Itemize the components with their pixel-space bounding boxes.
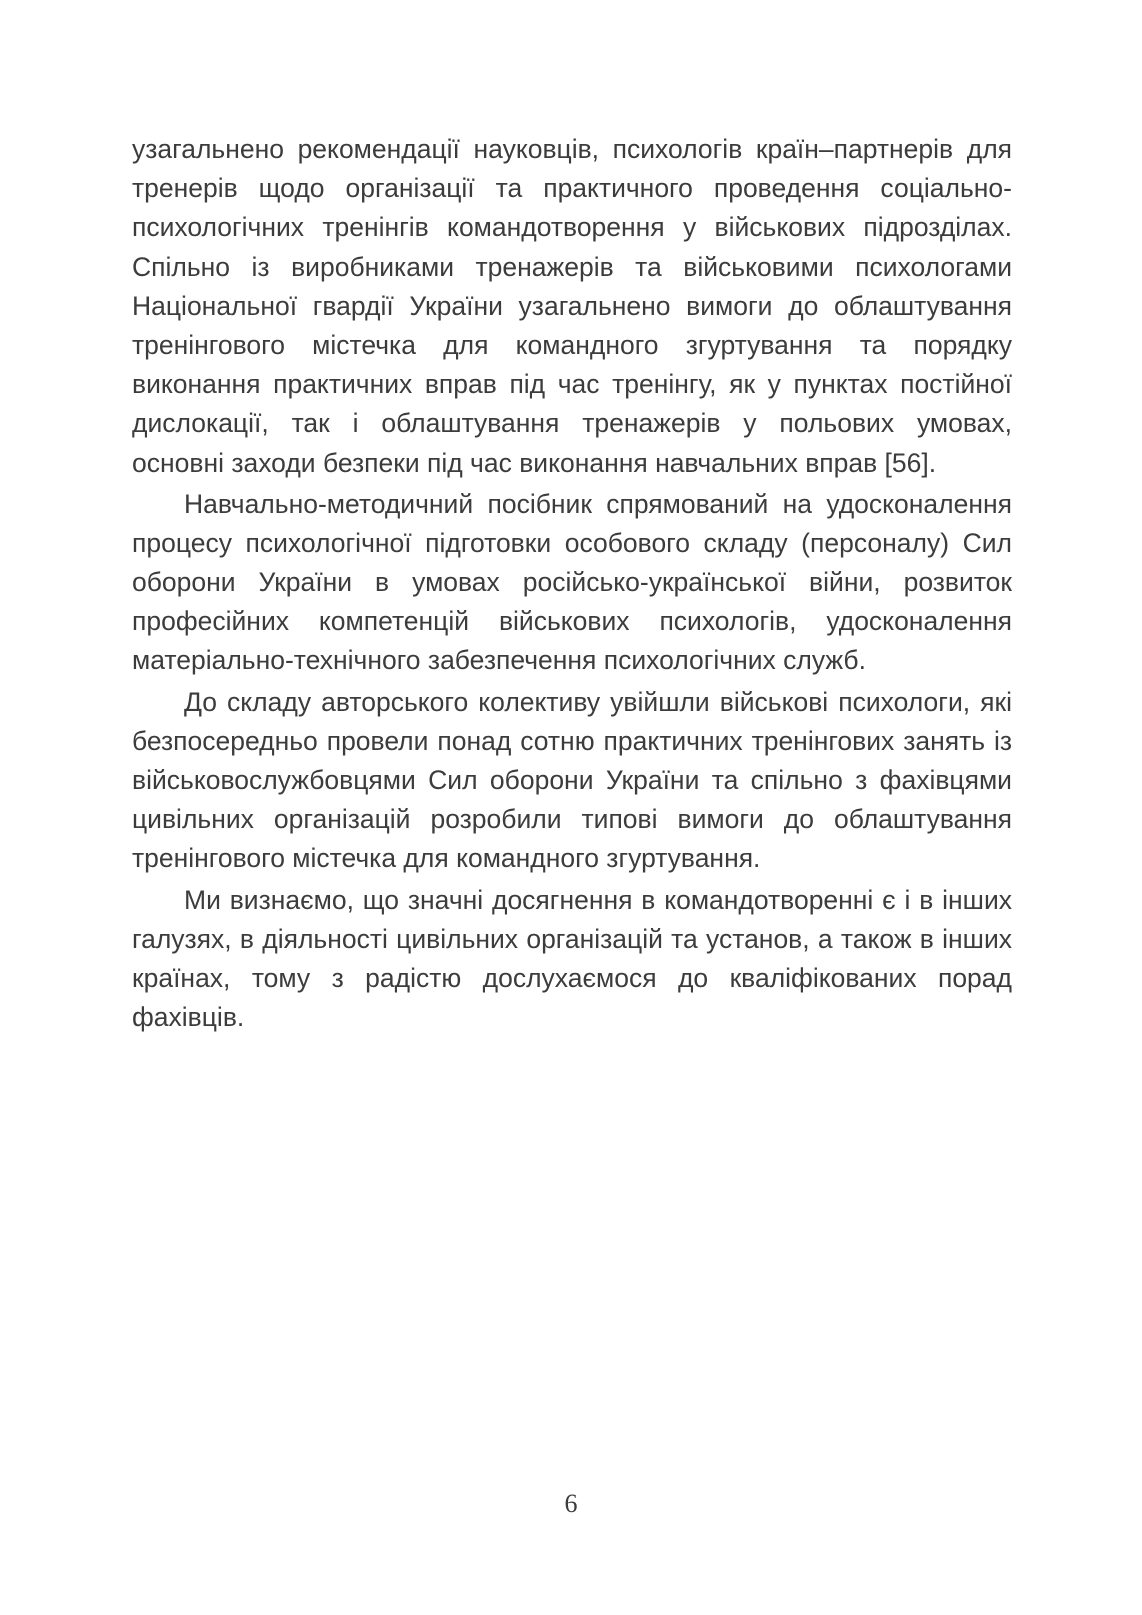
body-text	[132, 130, 1012, 1037]
text-line: дислокації, так і облаштування тренажерів у польових умовах,	[132, 408, 1012, 439]
paragraph	[132, 683, 1012, 879]
text-line: галузях, в діяльності цивільних організацій та установ, а також в інших	[132, 923, 1012, 954]
text-line: професійних компетенцій військових психологів, удосконалення	[132, 606, 1012, 637]
text-line: Навчально-методичний посібник спрямований на удосконалення	[184, 488, 1012, 519]
text-line: узагальнено рекомендації науковців, психологів країн–партнерів для	[132, 134, 1012, 164]
paragraph	[132, 485, 1012, 681]
text-line: країнах, тому з радістю дослухаємося до кваліфікованих порад	[132, 962, 1012, 993]
paragraph	[132, 130, 1012, 483]
text-line: психологічних тренінгів командотворення у військових підрозділах.	[132, 212, 1012, 243]
text-line: матеріально-технічного забезпечення психологічних служб.	[132, 645, 866, 676]
text-line: процесу психологічної підготовки особового складу (персоналу) Сил	[132, 527, 1012, 558]
text-line: тренерів щодо організації та практичного проведення соціально-	[132, 173, 1012, 204]
text-line: тренінгового містечка для командного згуртування та порядку	[132, 329, 1012, 360]
text-line: основні заходи безпеки під час виконання навчальних вправ [56].	[132, 447, 937, 478]
text-line: оборони України в умовах російсько-української війни, розвиток	[132, 567, 1012, 598]
paragraph	[132, 881, 1012, 1038]
text-line: тренінгового містечка для командного згуртування.	[132, 843, 761, 874]
text-line: Спільно із виробниками тренажерів та військовими психологами	[132, 251, 1012, 282]
text-line: виконання практичних вправ під час тренінгу, як у пунктах постійної	[132, 369, 1012, 400]
text-line: До складу авторського колективу увійшли військові психологи, які	[184, 686, 1012, 717]
text-line: цивільних організацій розробили типові вимоги до облаштування	[132, 804, 1012, 835]
text-line: фахівців.	[132, 1002, 245, 1033]
text-line: Національної гвардії України узагальнено вимоги до облаштування	[132, 290, 1012, 321]
text-line: військовослужбовцями Сил оборони України та спільно з фахівцями	[132, 765, 1012, 795]
page-number: 6	[564, 1489, 578, 1518]
text-line: безпосередньо провели понад сотню практичних тренінгових занять із	[132, 725, 1012, 756]
text-line: Ми визнаємо, що значні досягнення в командотворенні є і в інших	[184, 884, 1012, 915]
